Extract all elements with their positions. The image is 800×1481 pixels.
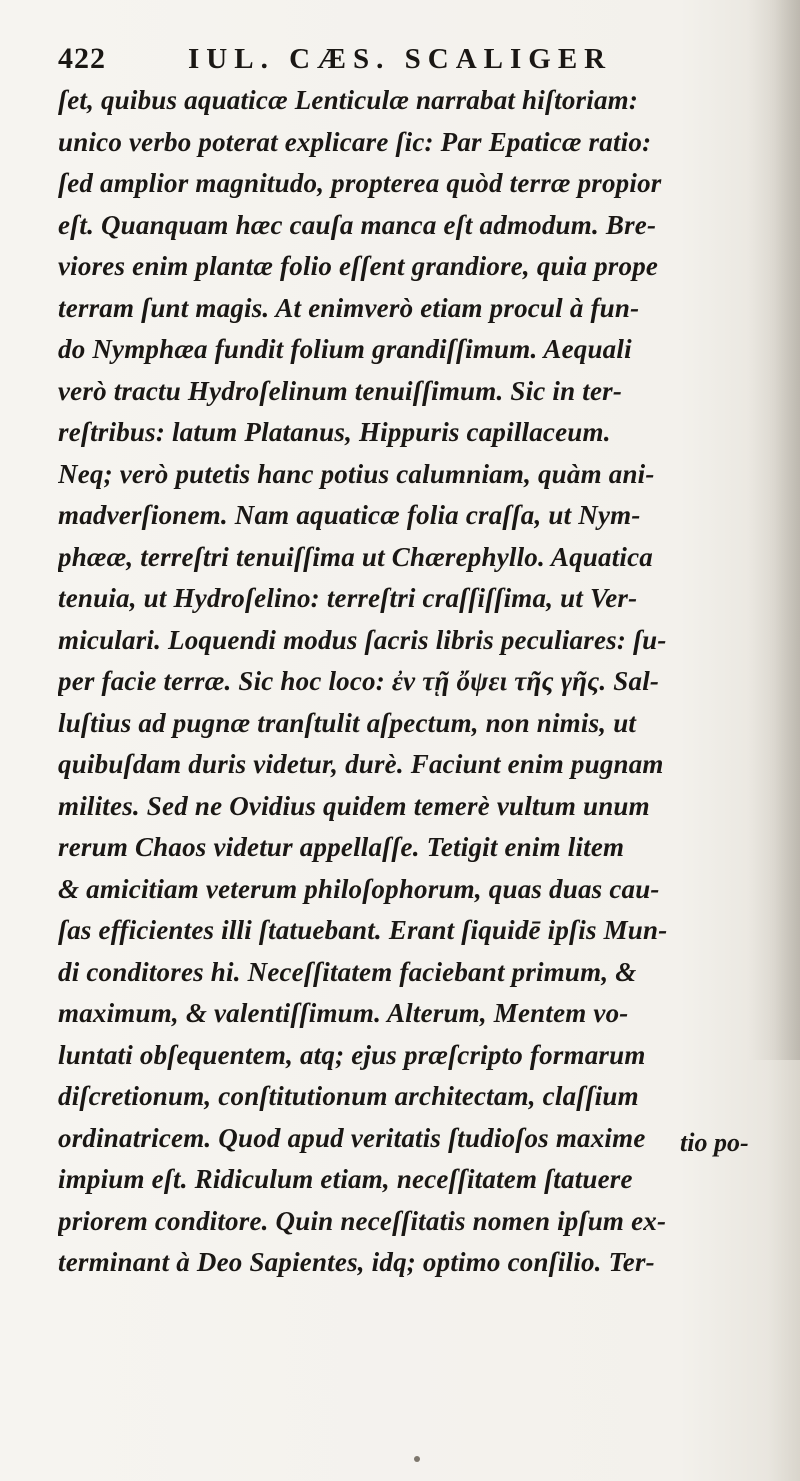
catchword: tio po- — [680, 1128, 749, 1157]
text-line: viores enim plantæ folio eſſent grandiore, quia prope — [58, 251, 659, 281]
text-line: rerum Chaos videtur appellaſſe. Tetigit enim litem — [58, 832, 625, 862]
text-line: tenuia, ut Hydroſelino: terreſtri craſſiſſima, ut Ver- — [58, 583, 638, 613]
text-line: quibuſdam duris videtur, durè. Faciunt enim pugnam — [58, 749, 664, 779]
running-head: IUL. CÆS. SCALIGER — [188, 43, 613, 75]
text-line: ſas efficientes illi ſtatuebant. Erant ſiquidē ipſis Mun- — [58, 915, 668, 945]
text-line: di conditores hi. Neceſſitatem faciebant primum, & — [58, 956, 637, 987]
text-line: & amicitiam veterum philoſophorum, quas duas cau- — [58, 873, 660, 904]
text-line: per facie terræ. Sic hoc loco: ἐν τῇ ὄψει τῆς γῆς. Sal- — [58, 666, 660, 696]
text-line: eſt. Quanquam hæc cauſa manca eſt admodum. Bre- — [58, 209, 657, 240]
text-line: ſet, quibus aquaticæ Lenticulæ narrabat hiſtoriam: — [58, 85, 639, 115]
text-line: ordinatricem. Quod apud veritatis ſtudioſos maxime — [58, 1122, 646, 1153]
text-line: diſcretionum, conſtitutionum architectam, claſſium — [58, 1081, 639, 1111]
text-line: verò tractu Hydroſelinum tenuiſſimum. Sic in ter- — [58, 375, 623, 406]
text-line: ſed amplior magnitudo, propterea quòd terræ propior — [58, 168, 662, 198]
paper-speck — [414, 1456, 420, 1462]
body-text — [58, 80, 768, 1284]
text-line: milites. Sed ne Ovidius quidem temerè vultum unum — [58, 790, 650, 821]
text-line: terminant à Deo Sapientes, idq; optimo conſilio. Ter- — [58, 1247, 655, 1277]
text-line: terram ſunt magis. At enimverò etiam procul à fun- — [58, 292, 640, 323]
text-line: luſtius ad pugnæ tranſtulit aſpectum, non nimis, ut — [58, 707, 637, 738]
text-line: phææ, terreſtri tenuiſſima ut Chærephyllo. Aquatica — [58, 541, 653, 572]
text-line: unico verbo poterat explicare ſic: Par Epaticæ ratio: — [58, 126, 652, 157]
text-line: do Nymphæa fundit folium grandiſſimum. Aequali — [58, 334, 632, 364]
text-line: impium eſt. Ridiculum etiam, neceſſitatem ſtatuere — [58, 1164, 633, 1194]
text-line: reſtribus: latum Platanus, Hippuris capillaceum. — [58, 417, 611, 447]
text-line: maximum, & valentiſſimum. Alterum, Mentem vo- — [58, 998, 629, 1028]
text-line: luntati obſequentem, atq; ejus præſcripto formarum — [58, 1039, 646, 1070]
text-line: madverſionem. Nam aquaticæ folia craſſa, ut Nym- — [58, 500, 641, 530]
text-line: priorem conditore. Quin neceſſitatis nomen ipſum ex- — [58, 1205, 667, 1236]
text-line: Neq; verò putetis hanc potius calumniam, quàm ani- — [58, 458, 655, 489]
page-number: 422 — [58, 42, 106, 75]
page-header — [58, 42, 718, 78]
text-line: miculari. Loquendi modus ſacris libris peculiares: ſu- — [58, 624, 667, 655]
